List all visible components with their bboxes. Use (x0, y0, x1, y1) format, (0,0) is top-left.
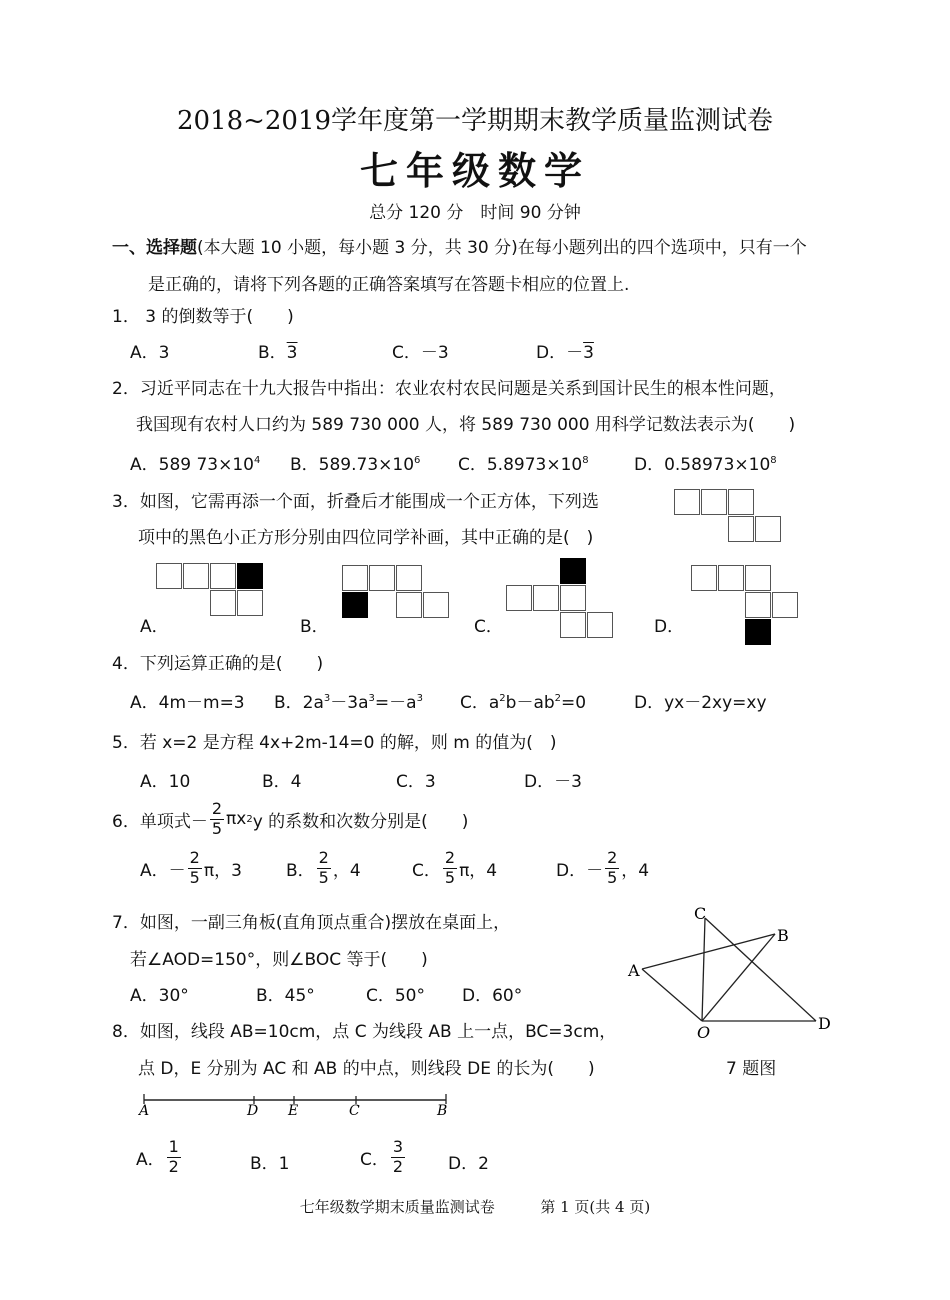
page-footer (0, 1196, 950, 1217)
q7-line-ao (642, 969, 702, 1021)
q1-option-d: D．－3 (536, 343, 594, 363)
q8-label-d: D (247, 1103, 259, 1119)
q8-option-d: D．2 (448, 1154, 489, 1174)
q5-option-d: D．－3 (524, 772, 582, 792)
q8-label-e: E (288, 1103, 299, 1119)
q2-option-b: B．$589.73\times 10^6$ (290, 455, 421, 475)
q1-option-b: B．3 (258, 343, 298, 363)
footer-page-number: 第 1 页(共 4 页) (540, 1198, 651, 1216)
q6-option-b: B． $\frac{2}{5}$ ，4 (286, 848, 361, 887)
q4-stem: 4．下列运算正确的是( ) (112, 654, 324, 674)
q2-option-a: A．589 $73\times 10^4$ (130, 455, 261, 475)
q6-stem: 6．单项式－ $\frac{2}{5}$ πx 2 y 的系数和次数分别是( ) (112, 799, 469, 838)
exam-info: 总分 120 分 时间 90 分钟 (369, 203, 581, 223)
q7-label-a: A (628, 961, 640, 980)
q4-option-a: A．4m－m=3 (130, 693, 245, 713)
q8-label-c: C (349, 1103, 360, 1119)
q8-label-b: B (437, 1103, 448, 1119)
q7-line-ob (702, 934, 775, 1021)
q1-d-value: 3 (583, 343, 594, 363)
q1-stem: 1． 3 的倒数等于( ) (112, 307, 294, 327)
q7-stem-1: 7．如图，一副三角板(直角顶点重合)摆放在桌面上， (112, 913, 511, 933)
q7-line-cd (705, 918, 816, 1021)
section-header (112, 233, 807, 258)
q1-option-c: C．－3 (392, 343, 449, 363)
q8-option-c: C． $\frac{3}{2}$ (360, 1137, 404, 1176)
q6-option-c: C． $\frac{2}{5}$ π，4 (412, 848, 498, 887)
q7-label-c: C (694, 904, 707, 923)
q3-option-d: D． (654, 617, 685, 637)
q5-option-c: C．3 (396, 772, 436, 792)
q7-label-b: B (777, 926, 789, 945)
q8-option-b: B．1 (250, 1154, 290, 1174)
q2-stem-1: 2．习近平同志在十九大报告中指出：农业农村农民问题是关系到国计民生的根本性问题， (112, 379, 786, 399)
q4-option-c: C．$a^2b-ab^2=0$ (460, 693, 587, 713)
q7-label-o: O (697, 1023, 711, 1042)
q7-figure (620, 898, 840, 1048)
q7-option-d: D．60° (462, 986, 523, 1006)
q3-option-b: B． (300, 617, 329, 637)
q1-b-value: 3 (286, 343, 298, 363)
q7-line-oc (702, 918, 705, 1021)
q8-stem-2: 点 D，E 分别为 AC 和 AB 的中点，则线段 DE 的长为( ) (138, 1059, 595, 1079)
q2-option-d: D．$0.58973\times 10^8$ (634, 455, 777, 475)
q2-stem-2: 我国现有农村人口约为 589 730 000 人，将 589 730 000 用科学记数法表示为( ) (136, 415, 796, 435)
q8-stem-1: 8．如图，线段 AB=10cm，点 C 为线段 AB 上一点，BC=3cm， (112, 1022, 617, 1042)
q5-option-a: A．10 (140, 772, 191, 792)
q8-segment-figure (136, 1090, 456, 1120)
q3-stem-1: 3．如图，它需再添一个面，折叠后才能围成一个正方体，下列选 (112, 492, 599, 512)
q6-option-a: A．－ $\frac{2}{5}$ π，3 (140, 848, 242, 887)
q3-option-c: C． (474, 617, 503, 637)
q6-option-d: D．－ $\frac{2}{5}$ ，4 (556, 848, 650, 887)
q6-fraction: $\frac{2}{5}$ (211, 799, 223, 838)
q5-stem: 5．若 x=2 是方程 4x+2m-14=0 的解，则 m 的值为( ) (112, 733, 557, 753)
q7-label-d: D (818, 1014, 831, 1033)
q7-option-a: A．30° (130, 986, 189, 1006)
q5-option-b: B．4 (262, 772, 302, 792)
q8-option-a: A． $\frac{1}{2}$ (136, 1137, 179, 1176)
q7-option-b: B．45° (256, 986, 315, 1006)
q4-option-b: B．$2a^3-3a^3=-a^3$ (274, 693, 423, 713)
footer-title: 七年级数学期末质量监测试卷 (299, 1198, 495, 1216)
q7-option-c: C．50° (366, 986, 426, 1006)
section-desc-1: (本大题 10 小题，每小题 3 分，共 30 分)在每小题列出的四个选项中，只有一个 (197, 238, 807, 258)
q3-option-a: A． (140, 617, 169, 637)
q7-stem-2: 若∠AOD=150°，则∠BOC 等于( ) (130, 950, 428, 970)
q7-fig-caption: 7 题图 (726, 1059, 777, 1079)
subject-title: 七年级数学 (359, 149, 590, 193)
q8-label-a: A (139, 1103, 150, 1119)
q2-option-c: C．$5.8973\times 10^8$ (458, 455, 589, 475)
exam-title: 2018~2019学年度第一学期期末教学质量监测试卷 (176, 106, 774, 136)
q4-option-d: D．yx－2xy=xy (634, 693, 767, 713)
section-desc-2: 是正确的，请将下列各题的正确答案填写在答题卡相应的位置上. (148, 275, 630, 295)
q3-stem-2: 项中的黑色小正方形分别由四位同学补画，其中正确的是( ) (138, 528, 594, 548)
section-label: 一、选择题 (112, 238, 197, 258)
q1-option-a: A．3 (130, 343, 170, 363)
